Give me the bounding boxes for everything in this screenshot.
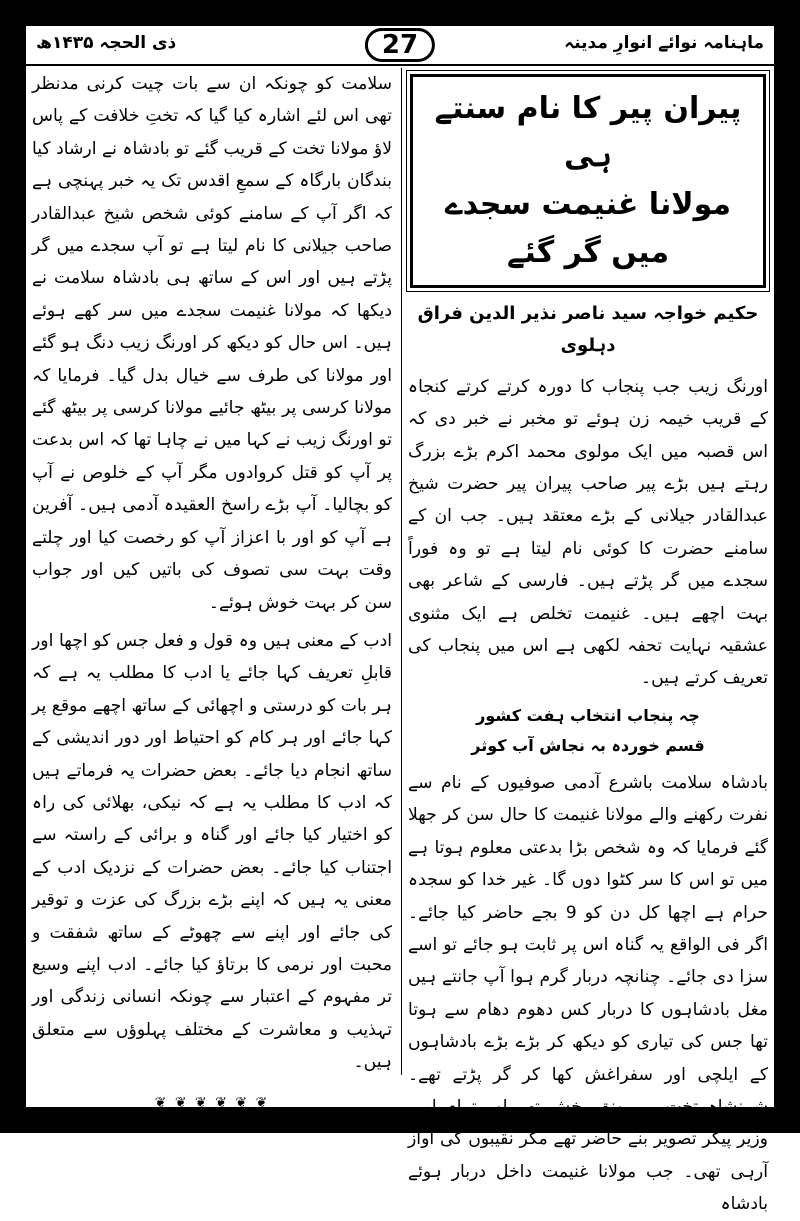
article-title-box xyxy=(410,74,766,288)
column-divider xyxy=(401,68,402,1075)
page-number: 27 xyxy=(365,28,435,62)
issue-month: ذی الحجہ ۱۴۳۵ھ xyxy=(36,33,177,53)
verse-line: چہ پنجاب انتخاب ہفت کشور xyxy=(476,705,700,725)
left-column xyxy=(32,68,392,1111)
article-title-line2: مولانا غنیمت سجدے میں گر گئے xyxy=(444,187,732,270)
article-title-line1: پیران پیر کا نام سنتے ہی xyxy=(434,91,742,174)
page-header xyxy=(26,26,774,66)
verse xyxy=(408,701,768,761)
paragraph: بادشاہ سلامت باشرع آدمی صوفیوں کے نام سے نفرت رکھنے والے مولانا غنیمت کا حال سن کر جھلا گئے فرمایا کہ وہ شخص بڑا بدعتی معلوم ہوتا ہے میں تو اس کا سر کٹوا دوں گا۔ غیر خدا کو سجدہ حرام ہے اچھا کل دن کو 9 بجے حاضر کیا جائے۔ اگر فی الواقع یہ گناہ اس پر ثابت ہو جائے تو اسے سزا دی جائے۔ چنانچہ دربار گرم ہوا آپ جانتے ہیں مغل بادشاہوں کا دربار کس دھوم دھام سے ہوتا تھا جس کی تیاری کو دیکھ کر بڑے بڑے بادشاہوں کے ایلچی اور سفراغش کھا کر گر پڑتے تھے۔ شہنشاہ تخت پر رونق بخش تھے اور تمام امیر وزیر پیکر تصویر بنے حاضر تھے مگر نقیبوں کی آواز آرہی تھی۔ جب مولانا غنیمت داخل دربار ہوئے بادشاہ xyxy=(408,772,768,1215)
article-author: حکیم خواجہ سید ناصر نذیر الدین فراق دہلوی xyxy=(417,303,759,357)
paragraph: ادب کے معنی ہیں وہ قول و فعل جس کو اچھا اور قابلِ تعریف کہا جائے یا ادب کا مطلب یہ ہے کہ ہر بات کو درستی و اچھائی کے ساتھ اچھے موقع پر کہا جائے اور ہر کام کو احتیاط اور دور اندیشی کے ساتھ انجام دیا جائے۔ بعض حضرات یہ فرماتے ہیں کہ ادب کا مطلب یہ ہے کہ نیکی، بھلائی کی راہ کو اختیار کیا جائے اور گناہ و برائی کے راستہ سے اجتناب کیا جائے۔ بعض حضرات کے نزدیک ادب کے معنی یہ ہیں کہ اپنے بڑے بزرگ کی عزت و توقیر کی جائے اور اپنے سے چھوٹے کے ساتھ شفقت و محبت اور نرمی کا برتاؤ کیا جائے۔ ادب اپنے وسیع تر مفہوم کے اعتبار سے چونکہ انسانی زندگی اور تہذیب و معاشرت کے مختلف پہلوؤں سے متعلق ہیں۔ xyxy=(32,630,392,1073)
verse-line: قسم خوردہ بہ نجاش آب کوثر xyxy=(471,735,705,755)
paragraph: اورنگ زیب جب پنجاب کا دورہ کرتے کرتے کنجاہ کے قریب خیمہ زن ہوئے تو مخبر نے خبر دی کہ اس قصبہ میں ایک مولوی محمد اکرم بڑے بزرگ رہتے ہیں بڑے پیر صاحب پیران پیر حضرت شیخ عبدالقادر جیلانی کے بڑے معتقد ہیں۔ جب ان کے سامنے حضرت کا کوئی نام لیتا ہے تو وہ فوراً سجدے میں گر پڑتے ہیں۔ فارسی کے شاعر بھی بہت اچھے ہیں۔ غنیمت تخلص ہے ایک مثنوی عشقیہ نہایت تحفہ لکھی ہے اس میں پنجاب کی تعریف کرتے ہیں۔ xyxy=(408,376,768,689)
ornament-divider: ❦ ❦ ❦ ❦ ❦ ❦ xyxy=(154,1094,270,1111)
right-column xyxy=(408,68,768,1215)
magazine-name: ماہنامہ نوائے انوارِ مدینہ xyxy=(564,33,764,53)
paragraph: سلامت کو چونکہ ان سے بات چیت کرنی مدنظر تھی اس لئے اشارہ کیا گیا کہ تختِ خلافت کے پاس لاؤ مولانا تخت کے قریب گئے تو بادشاہ نے ارشاد کیا بندگان بارگاہ کے سمعِ اقدس تک یہ خبر پہنچی ہے کہ اگر آپ کے سامنے کوئی شخص شیخ عبدالقادر صاحب جیلانی کا نام لیتا ہے تو آپ سجدے میں گر پڑتے ہیں اور اس کے ساتھ ہی بادشاہ سلامت نے دیکھا کہ مولانا غنیمت سجدے میں سر کھے ہوئے ہیں۔ اس حال کو دیکھ کر اورنگ زیب دنگ ہو گئے اور مولانا کی طرف سے خیال بدل گیا۔ فرمایا کہ مولانا کرسی پر بیٹھ جائیے مولانا کرسی پر بیٹھ گئے تو اورنگ زیب نے کہا میں نے چاہا تھا کہ اس بدعت پر آپ کو قتل کروادوں مگر آپ کے خلوص نے آپ کو بچالیا۔ آپ بڑے راسخ العقیدہ آدمی ہیں۔ آفرین ہے آپ کو اور با اعزاز آپ کو رخصت کیا اور چلتے وقت بہت سی تصوف کی باتیں کیں اور جواب سن کر بہت خوش ہوئے۔ xyxy=(32,74,392,613)
page-content xyxy=(24,24,776,1215)
